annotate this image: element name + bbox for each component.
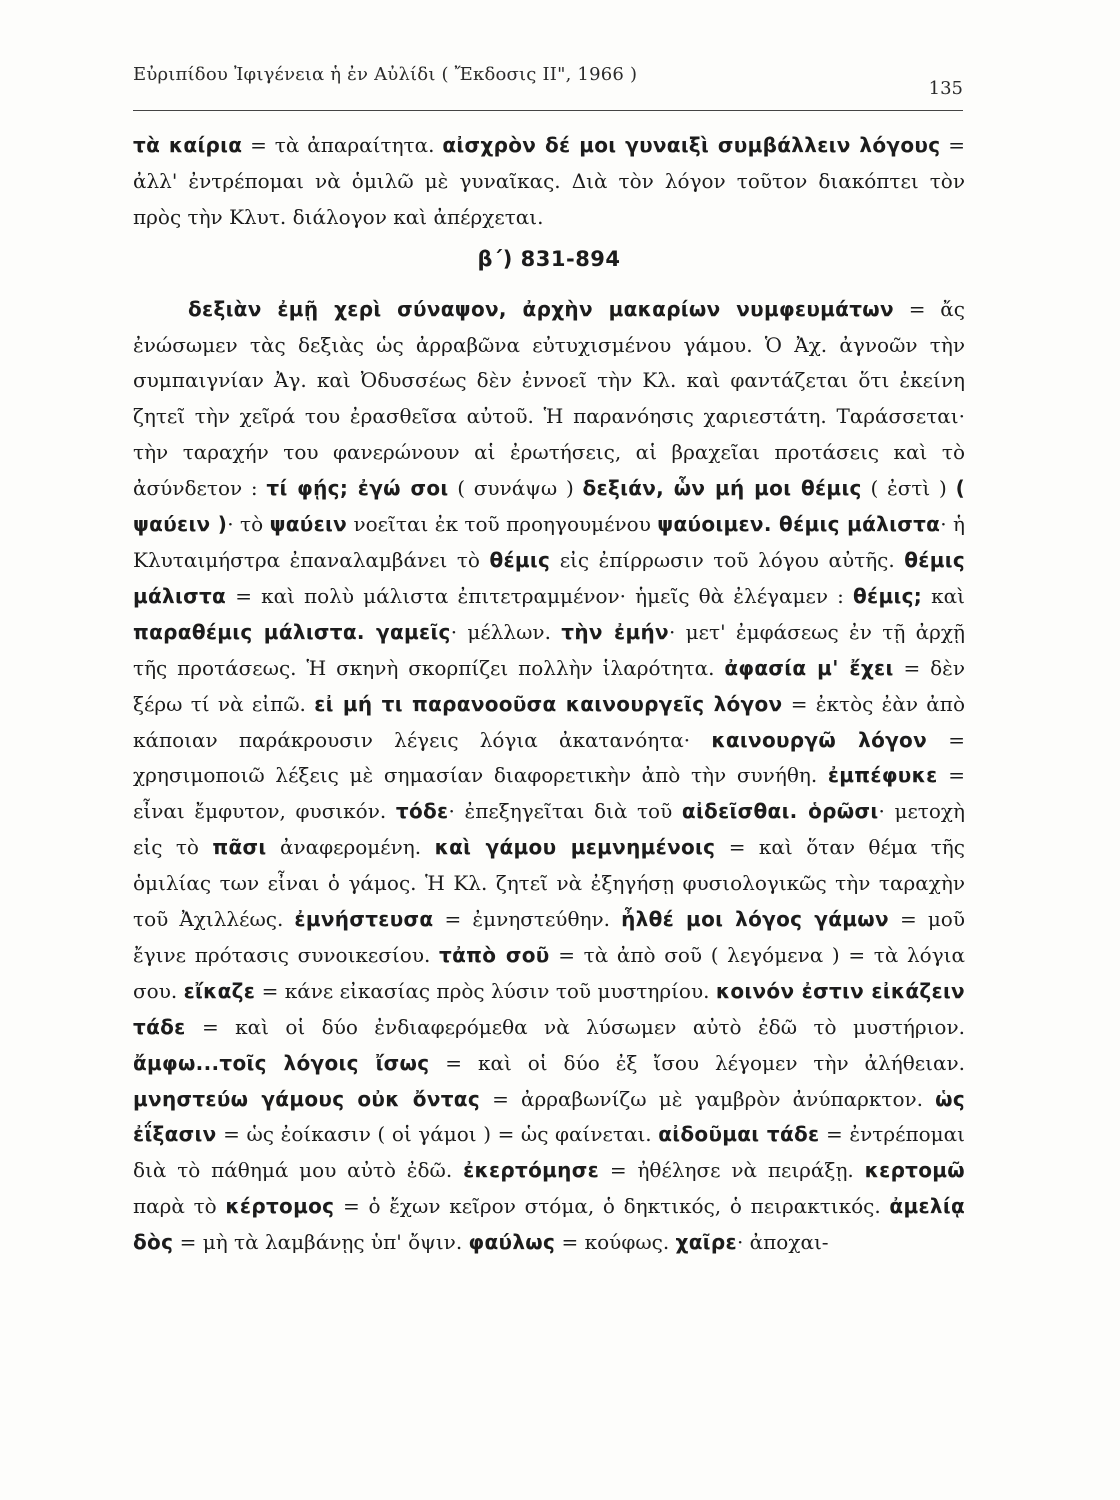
commentary-text: = τὰ ἀπὸ σοῦ ( λεγόμενα ) = τὰ λόγια σου. bbox=[133, 942, 966, 1003]
commentary-text: ἀναφερομένη. bbox=[266, 835, 435, 860]
commentary-text: · ἡ Κλυταιμήστρα ἐπαναλαμβάνει τὸ bbox=[133, 512, 965, 572]
lemma-term: ( ψαύειν ) bbox=[133, 476, 966, 537]
lemma-term: ψαύοιμεν. θέμις μάλιστα bbox=[657, 512, 941, 537]
lemma-term: ἐμνήστευσα bbox=[294, 907, 434, 932]
commentary-text: = κάνε εἰκασίας πρὸς λύσιν τοῦ μυστηρίου. bbox=[255, 978, 716, 1003]
commentary-text: = καὶ ὅταν θέμα τῆς ὁμιλίας των εἶναι ὁ γάμος. Ἡ Κλ. ζητεῖ νὰ ἐξηγήσῃ φυσιολογικῶς τὴν ταραχὴν τοῦ Ἀχιλλέως. bbox=[133, 835, 965, 932]
commentary-text: · μετ' ἐμφάσεως ἐν τῇ ἀρχῇ τῆς προτάσεως. Ἡ σκηνὴ σκορπίζει πολλὴν ἱλαρότητα. bbox=[133, 619, 966, 680]
header-rule bbox=[133, 110, 963, 111]
commentary-paragraph bbox=[133, 292, 965, 1261]
commentary-text: = καὶ πολὺ μάλιστα ἐπιτετραμμένον· ἡμεῖς θὰ ἐλέγαμεν : bbox=[226, 583, 853, 608]
lemma-term: ἐκερτόμησε bbox=[463, 1158, 600, 1183]
commentary-text: = τὰ ἀπαραίτητα. bbox=[242, 133, 443, 157]
lemma-term: ψαύειν bbox=[269, 512, 348, 537]
commentary-text: · ἐπεξηγεῖται διὰ τοῦ bbox=[448, 799, 682, 824]
lemma-term: κοινόν ἐστιν εἰκάζειν τάδε bbox=[133, 978, 965, 1039]
running-head bbox=[133, 64, 963, 104]
lemma-term: δεξιὰν ἐμῇ χερὶ σύναψον, ἀρχὴν μακαρίων νυμφευμάτων bbox=[188, 296, 894, 321]
lemma-term: αἰσχρὸν δέ μοι γυναιξὶ συμβάλλειν λόγους bbox=[442, 133, 941, 157]
commentary-text: = ἐμνηστεύθην. bbox=[433, 907, 622, 932]
body-text bbox=[133, 128, 965, 1261]
commentary-text: = ἠθέλησε νὰ πειράξῃ. bbox=[599, 1158, 865, 1183]
commentary-text: = καὶ οἱ δύο ἐνδιαφερόμεθα νὰ λύσωμεν αὐτὸ ἐδῶ τὸ μυστήριον. bbox=[185, 1014, 965, 1039]
lemma-term: ἀμελίᾳ δὸς bbox=[133, 1194, 966, 1255]
lemma-term: χαῖρε bbox=[675, 1230, 737, 1255]
lemma-term: τἀπὸ σοῦ bbox=[439, 942, 550, 967]
lemma-term: τὰ καίρια bbox=[133, 133, 243, 157]
commentary-text: καὶ bbox=[922, 583, 965, 608]
lemma-term: φαύλως bbox=[468, 1230, 556, 1255]
commentary-text: = μὴ τὰ λαμβάνῃς ὑπ' ὄψιν. bbox=[173, 1230, 469, 1255]
commentary-text: = ἀρραβωνίζω μὲ γαμβρὸν ἀνύπαρκτον. bbox=[480, 1086, 936, 1111]
commentary-text: = μοῦ ἔγινε πρότασις συνοικεσίου. bbox=[133, 907, 966, 967]
commentary-text: = ἐντρέπομαι διὰ τὸ πάθημά μου αὐτὸ ἐδῶ. bbox=[133, 1122, 965, 1183]
commentary-text: = ἀλλ' ἐντρέπομαι νὰ ὁμιλῶ μὲ γυναῖκας. Διὰ τὸν λόγον τοῦτον διακόπτει τὸν πρὸς τὴν Κλυτ. διάλογον καὶ ἀπέρχεται. bbox=[133, 133, 965, 229]
commentary-text: · μετοχὴ εἰς τὸ bbox=[133, 799, 966, 860]
commentary-text: ( συνάψω ) bbox=[448, 476, 583, 501]
lemma-term: ἄμφω...τοῖς λόγοις ἴσως bbox=[133, 1050, 430, 1075]
lemma-term: ὡς ἐΐξασιν bbox=[133, 1086, 966, 1147]
commentary-text: = ὡς ἐοίκασιν ( οἱ γάμοι ) = ὡς φαίνεται. bbox=[216, 1122, 659, 1147]
commentary-text: = χρησιμοποιῶ λέξεις μὲ σημασίαν διαφορετικὴν ἀπὸ τὴν συνήθη. bbox=[133, 727, 965, 788]
lemma-term: ἐμπέφυκε bbox=[827, 763, 938, 788]
lemma-term: εἴκαζε bbox=[183, 978, 256, 1003]
lemma-term: αἰδεῖσθαι. ὁρῶσι bbox=[681, 799, 879, 824]
commentary-text: · μέλλων. bbox=[450, 619, 562, 644]
lemma-term: τὴν ἐμήν bbox=[561, 619, 669, 644]
commentary-text: = ὁ ἔχων κεῖρον στόμα, ὁ δηκτικός, ὁ πειρακτικός. bbox=[334, 1194, 890, 1219]
commentary-text: ( ἐστὶ ) bbox=[861, 476, 956, 501]
commentary-text: = ἄς ἐνώσωμεν τὰς δεξιὰς ὡς ἀρραβῶνα εὐτυχισμένου γάμου. Ὁ Ἀχ. ἀγνοῶν τὴν συμπαιγνίαν Ἀγ. καὶ Ὀδυσσέως δὲν ἐννοεῖ τὴν Κλ. καὶ φαντάζεται ὅτι ἐκείνη ζητεῖ τὴν χεῖρά του ἐρασθεῖσα αὐτοῦ. Ἡ παρανόησις χαριεστάτη. Ταράσσεται· τὴν ταραχήν του φανερώνουν αἱ ἐρωτήσεις, αἱ βραχεῖαι προτάσεις καὶ τὸ ἀσύνδετον : bbox=[133, 296, 965, 501]
lemma-term: ἀφασία μ' ἔχει bbox=[724, 655, 894, 680]
lemma-term: τί φῄς; ἐγώ σοι bbox=[266, 476, 449, 501]
commentary-paragraph bbox=[133, 128, 965, 236]
commentary-text: νοεῖται ἐκ τοῦ προηγουμένου bbox=[347, 512, 658, 537]
lemma-term: μνηστεύω γάμους οὐκ ὄντας bbox=[133, 1086, 481, 1111]
lemma-term: καὶ γάμου μεμνημένοις bbox=[434, 835, 716, 860]
commentary-text: = δὲν ξέρω τί νὰ εἰπῶ. bbox=[133, 655, 966, 716]
commentary-text: · ἀποχαι- bbox=[736, 1230, 829, 1255]
lemma-term: δεξιάν, ὧν μή μοι θέμις bbox=[582, 476, 862, 501]
commentary-text: παρὰ τὸ bbox=[133, 1194, 226, 1219]
commentary-text: = κούφως. bbox=[555, 1230, 676, 1255]
lemma-term: αἰδοῦμαι τάδε bbox=[658, 1122, 820, 1147]
lemma-term: θέμις; bbox=[852, 583, 923, 608]
lemma-term: θέμις bbox=[489, 547, 551, 572]
commentary-text: = εἶναι ἔμφυτον, φυσικόν. bbox=[133, 763, 965, 824]
lemma-term: πᾶσι bbox=[212, 835, 267, 860]
section-heading: β΄) 831-894 bbox=[477, 246, 621, 271]
commentary-text: · τὸ bbox=[227, 512, 270, 537]
commentary-text: = καὶ οἱ δύο ἐξ ἴσου λέγομεν τὴν ἀλήθειαν. bbox=[429, 1050, 965, 1075]
commentary-text: = ἐκτὸς ἐὰν ἀπὸ κάποιαν παράκρουσιν λέγεις λόγια ἀκατανόητα· bbox=[133, 691, 965, 752]
lemma-term: εἰ μή τι παρανοοῦσα καινουργεῖς λόγον bbox=[314, 691, 783, 716]
lemma-term: ἦλθέ μοι λόγος γάμων bbox=[621, 907, 889, 932]
running-title: Εὐριπίδου Ἰφιγένεια ἡ ἐν Αὐλίδι ( Ἔκδοσις ΙΙ", 1966 ) bbox=[133, 64, 638, 85]
lemma-term: τόδε bbox=[395, 799, 449, 824]
lemma-term: καινουργῶ λόγον bbox=[711, 727, 928, 752]
lemma-term: κέρτομος bbox=[225, 1194, 335, 1219]
lemma-term: παραθέμις μάλιστα. γαμεῖς bbox=[133, 619, 451, 644]
page-number: 135 bbox=[928, 78, 963, 99]
lemma-term: θέμις μάλιστα bbox=[133, 547, 965, 608]
commentary-text: εἰς ἐπίρρωσιν τοῦ λόγου αὐτῆς. bbox=[550, 547, 905, 572]
lemma-term: κερτομῶ bbox=[864, 1158, 965, 1183]
